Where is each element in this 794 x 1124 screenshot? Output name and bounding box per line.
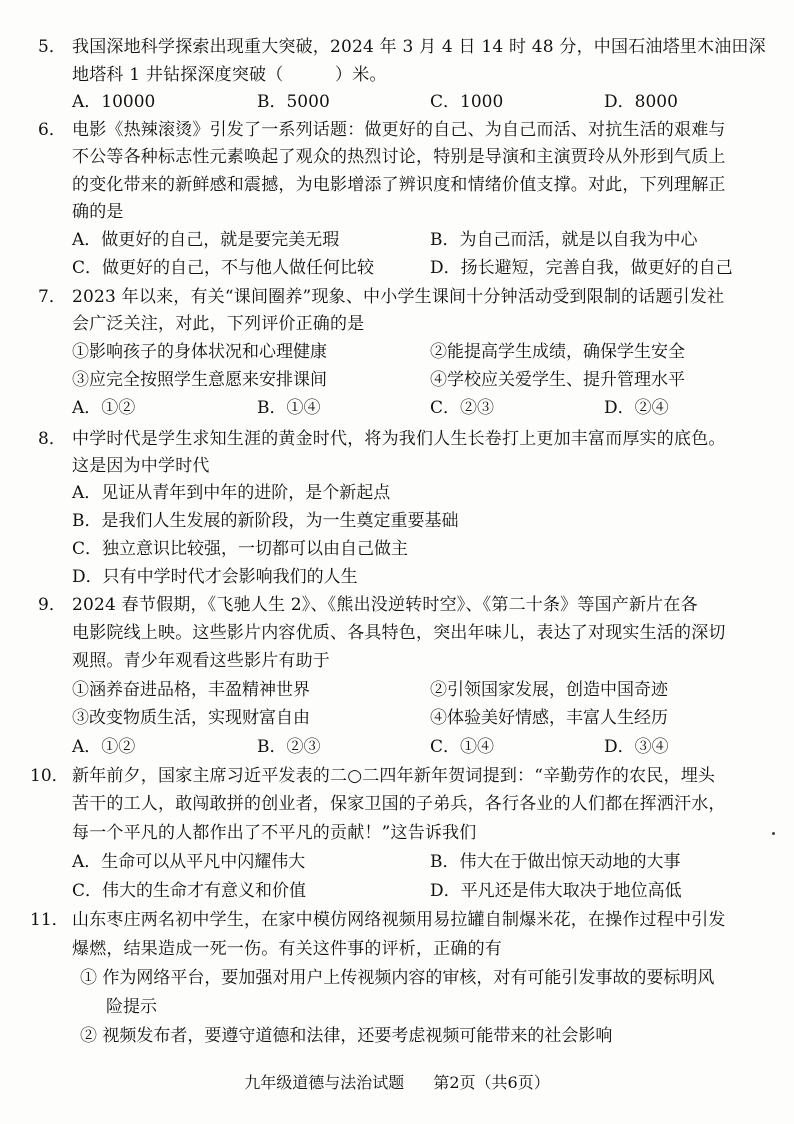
option-c: C．独立意识比较强，一切都可以由自己做主 [72, 539, 409, 559]
option-b: B．是我们人生发展的新阶段，为一生奠定重要基础 [72, 511, 459, 531]
scan-dot [772, 832, 775, 835]
option-c: C．①④ [430, 737, 495, 757]
question-number: 8． [38, 429, 66, 449]
question-text: 观照。青少年观看这些影片有助于 [72, 651, 330, 671]
option-a: A．见证从青年到中年的进阶，是个新起点 [72, 483, 391, 503]
question-text: 的变化带来的新鲜感和震撼，为电影增添了辨识度和情绪价值支撑。对此，下列理解正 [72, 175, 726, 195]
statement-3: ③应完全按照学生意愿来安排课间 [72, 370, 327, 390]
question-text: 新年前夕，国家主席习近平发表的二○二四年新年贺词提到：“辛勤劳作的农民，埋头 [72, 766, 716, 786]
option-d: D．扬长避短，完善自我，做更好的自己 [430, 258, 733, 278]
page-footer [0, 1072, 794, 1094]
question-text: 我国深地科学探索出现重大突破，2024 年 3 月 4 日 14 时 48 分，中国石油塔里木油田深 [72, 37, 766, 57]
question-text: 会广泛关注，对此，下列评价正确的是 [72, 314, 365, 334]
option-c: C．伟大的生命才有意义和价值 [72, 881, 307, 901]
option-a: A．生命可以从平凡中闪耀伟大 [72, 852, 306, 872]
question-number: 10． [30, 766, 69, 786]
option-b: B．①④ [257, 398, 321, 418]
option-a: A．①② [72, 737, 136, 757]
statement-1: ①涵养奋进品格，丰盈精神世界 [72, 680, 310, 700]
question-text: 中学时代是学生求知生涯的黄金时代，将为我们人生长卷打上更加丰富而厚实的底色。 [72, 429, 726, 449]
statement-2: ② 视频发布者，要遵守道德和法律，还要考虑视频可能带来的社会影响 [80, 1026, 613, 1046]
statement-1: ①影响孩子的身体状况和心理健康 [72, 342, 327, 362]
option-a: A．做更好的自己，就是要完美无瑕 [72, 230, 340, 250]
question-text: 2023 年以来，有关“课间圈养”现象、中小学生课间十分钟活动受到限制的话题引发社 [72, 287, 725, 307]
question-text: 地塔科 1 井钻探深度突破（ ）米。 [72, 65, 387, 85]
option-b: B．5000 [257, 92, 330, 112]
page-number: 第2页（共6页） [433, 1073, 550, 1092]
statement-1: ① 作为网络平台，要加强对用户上传视频内容的审核，对有可能引发事故的要标明风 [80, 968, 715, 988]
option-b: B．伟大在于做出惊天动地的大事 [430, 852, 681, 872]
question-text: 电影《热辣滚烫》引发了一系列话题：做更好的自己、为自己而活、对抗生活的艰难与 [72, 120, 726, 140]
question-text: 爆燃，结果造成一死一伤。有关这件事的评析，正确的有 [72, 939, 502, 959]
question-number: 5． [38, 37, 66, 57]
option-c: C．做更好的自己，不与他人做任何比较 [72, 258, 375, 278]
question-number: 7． [38, 287, 66, 307]
question-text: 电影院线上映。这些影片内容优质、各具特色，突出年味儿，表达了对现实生活的深切 [72, 623, 726, 643]
statement-2: ②引领国家发展，创造中国奇迹 [430, 680, 668, 700]
question-number: 6． [38, 120, 66, 140]
option-d: D．只有中学时代才会影响我们的人生 [72, 567, 358, 587]
exam-subject: 九年级道德与法治试题 [244, 1073, 405, 1092]
option-a: A．10000 [72, 92, 156, 112]
question-text: 每一个平凡的人都作出了不平凡的贡献！”这告诉我们 [72, 823, 477, 843]
option-c: C．②③ [430, 398, 495, 418]
question-text: 这是因为中学时代 [72, 456, 210, 476]
question-text: 山东枣庄两名初中学生，在家中模仿网络视频用易拉罐自制爆米花，在操作过程中引发 [72, 910, 726, 930]
option-b: B．为自己而活，就是以自我为中心 [430, 230, 698, 250]
question-text: 不公等各种标志性元素唤起了观众的热烈讨论，特别是导演和主演贾玲从外形到气质上 [72, 147, 726, 167]
option-a: A．①② [72, 398, 136, 418]
question-text: 苦干的工人，敢闯敢拼的创业者，保家卫国的子弟兵，各行各业的人们都在挥洒汗水， [72, 794, 726, 814]
option-d: D．平凡还是伟大取决于地位高低 [430, 881, 682, 901]
question-number: 11． [30, 910, 69, 930]
option-d: D．8000 [604, 92, 678, 112]
option-d: D．②④ [604, 398, 669, 418]
option-c: C．1000 [430, 92, 504, 112]
option-d: D．③④ [604, 737, 669, 757]
statement-4: ④体验美好情感，丰富人生经历 [430, 708, 668, 728]
question-number: 9． [38, 595, 66, 615]
statement-4: ④学校应关爱学生、提升管理水平 [430, 370, 685, 390]
question-text: 2024 春节假期，《飞驰人生 2》、《熊出没逆转时空》、《第二十条》等国产新片在各 [72, 595, 698, 615]
statement-3: ③改变物质生活，实现财富自由 [72, 708, 310, 728]
question-text: 确的是 [72, 202, 124, 222]
statement-2: ②能提高学生成绩，确保学生安全 [430, 342, 685, 362]
option-b: B．②③ [257, 737, 321, 757]
statement-1-continued: 险提示 [106, 997, 157, 1017]
